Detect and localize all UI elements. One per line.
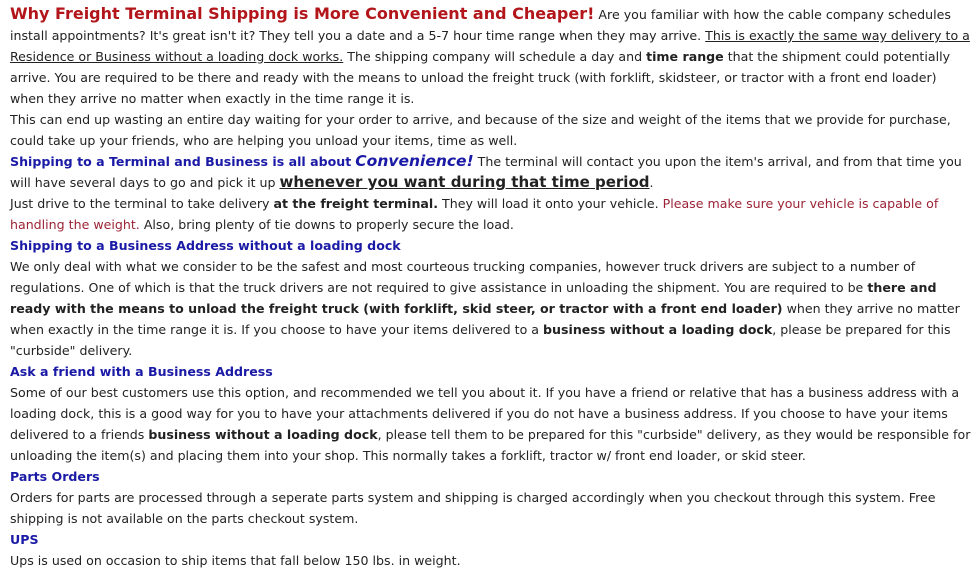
friend-text-2: , please tell them to be prepared for this "curbside" delivery, as they would be responsible for unloading the item(s) and placing them into your shop. This normally takes a forklift, tractor w/ front end loader, or skid steer. — [10, 427, 971, 463]
page-title: Why Freight Terminal Shipping is More Convenient and Cheaper! — [10, 4, 595, 23]
parts-heading: Parts Orders — [10, 469, 100, 484]
intro-text: Are you familiar with how the cable company schedules install appointments? It's great isn't it? They tell you a date and a 5-7 hour time range when they may arrive. — [10, 7, 951, 43]
business-text-2: when they arrive no matter when exactly in the time range it is. If you choose to have your items delivered to a — [10, 301, 960, 337]
ups-paragraph: Ups is used on occasion to ship items that fall below 150 lbs. in weight. — [10, 553, 461, 568]
drive-paragraph — [10, 193, 972, 235]
convenience-heading: Shipping to a Terminal and Business is all about — [10, 154, 352, 169]
drive-text-3: Also, bring plenty of tie downs to properly secure the load. — [143, 217, 514, 232]
convenience-period: . — [649, 175, 654, 190]
business-heading: Shipping to a Business Address without a loading dock — [10, 238, 401, 253]
business-text-3: , please be prepared for this "curbside" delivery. — [10, 322, 951, 358]
friend-heading: Ask a friend with a Business Address — [10, 364, 273, 379]
intro-paragraph — [10, 3, 972, 109]
wait-paragraph: This can end up wasting an entire day waiting for your order to arrive, and because of the size and weight of the items that we provide for purchase, could take up your friends, who are helping you unload your items, time as well. — [10, 112, 951, 148]
convenience-heading-emphasis: Convenience! — [355, 152, 474, 170]
business-text: We only deal with what we consider to be the safest and most courteous trucking companies, however truck drivers are subject to a number of regulations. One of which is that the truck drivers are not required to give assistance in unloading the shipment. You are required to be — [10, 259, 916, 295]
parts-paragraph: Orders for parts are processed through a seperate parts system and shipping is charged accordingly when you checkout through this system. Free shipping is not available on the parts checkout system. — [10, 490, 936, 526]
time-range-bold: time range — [646, 49, 724, 64]
weight-warning: Please make sure your vehicle is capable of handling the weight. — [10, 196, 939, 232]
business-bold: there and ready with the means to unload the freight truck (with forklift, skid steer, or tractor with a front end loader) — [10, 280, 937, 316]
convenience-paragraph — [10, 151, 972, 193]
intro-text-2: The shipping company will schedule a day and — [347, 49, 643, 64]
drive-bold: at the freight terminal. — [273, 196, 439, 211]
drive-text-2: They will load it onto your vehicle. — [442, 196, 659, 211]
business-bold-2: business without a loading dock — [543, 322, 773, 337]
intro-text-3: that the shipment could potentially arrive. You are required to be there and ready with the means to unload the freight truck (with forklift, skidsteer, or tractor with a front end loader) when they arrive no matter when exactly in the time range it is. — [10, 49, 951, 106]
intro-underlined-text: This is exactly the same way delivery to a Residence or Business without a loading dock works. — [10, 28, 970, 64]
shipping-info-article — [10, 3, 972, 571]
ups-heading: UPS — [10, 532, 39, 547]
drive-text: Just drive to the terminal to take delivery — [10, 196, 270, 211]
business-paragraph — [10, 256, 972, 361]
convenience-emphasis: whenever you want during that time period — [279, 173, 650, 191]
friend-bold: business without a loading dock — [148, 427, 378, 442]
friend-text: Some of our best customers use this option, and recommended we tell you about it. If you have a friend or relative that has a business address with a loading dock, this is a good way for you to have your attachments delivered if you do not have a business address. If you choose to have your items delivered to a friends — [10, 385, 960, 442]
friend-paragraph — [10, 382, 972, 466]
convenience-text: The terminal will contact you upon the item's arrival, and from that time you will have several days to go and pick it up — [10, 154, 962, 190]
